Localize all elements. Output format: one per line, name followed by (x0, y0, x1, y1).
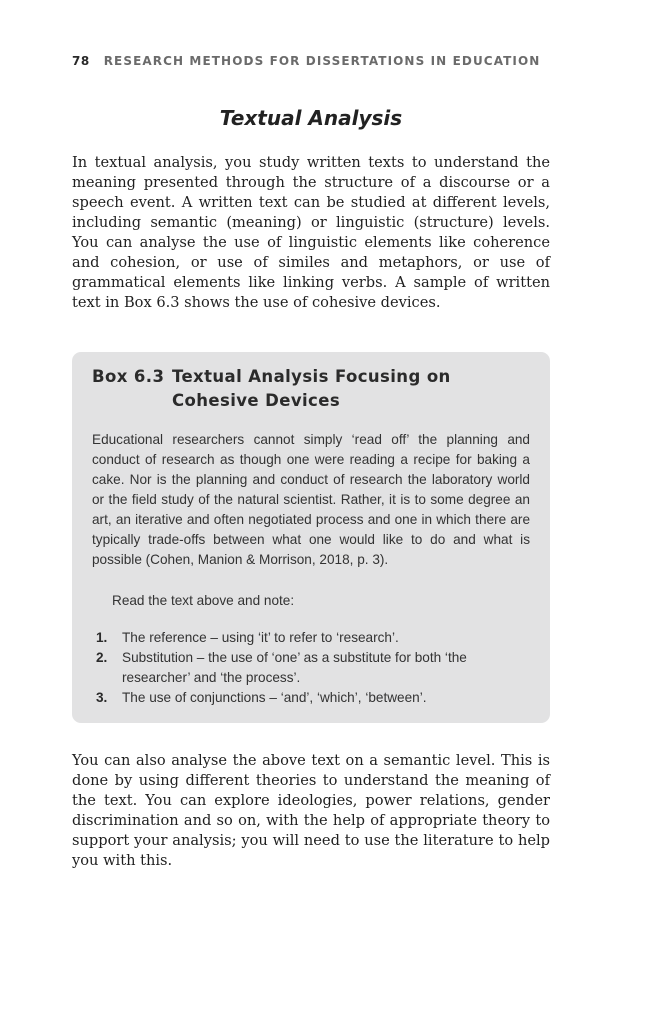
running-title: RESEARCH METHODS FOR DISSERTATIONS IN EDUCATION (103, 54, 541, 68)
section-title: Textual Analysis (219, 106, 403, 130)
box-quote: Educational researchers cannot simply ‘read off’ the planning and conduct of research as though one were reading a recipe for baking a cake. Nor is the planning and conduct of research the laboratory world or the field study of the natural scientist. Rather, it is to some degree an art, an iterative and often negotiated process and one in which there are typically trade-offs between what one would like to do and what is possible (Cohen, Manion & Morrison, 2018, p. 3). (92, 432, 530, 567)
box-6-3 (72, 352, 550, 723)
list-item (92, 648, 532, 688)
body-paragraph-semantic: You can also analyse the above text on a semantic level. This is done by using different theories to understand the meaning of the text. You can explore ideologies, power relations, gender discrimination and so on, with the help of appropriate theory to support your analysis; you will need to use the literature to help you with this. (72, 752, 550, 869)
list-item (92, 688, 532, 708)
list-item-text: The reference – using ‘it’ to refer to ‘research’. (122, 630, 399, 645)
page-number: 78 (72, 54, 90, 68)
box-numbered-list (92, 628, 532, 708)
list-item-text: Substitution – the use of ‘one’ as a substitute for both ‘the researcher’ and ‘the process’. (122, 650, 467, 685)
list-item-text: The use of conjunctions – ‘and’, ‘which’, ‘between’. (122, 690, 427, 705)
list-item (92, 628, 532, 648)
list-item-number: 3. (96, 690, 108, 705)
box-instruction: Read the text above and note: (112, 593, 295, 608)
list-item-number: 2. (96, 650, 108, 665)
box-heading (92, 365, 462, 413)
running-header (72, 54, 540, 68)
box-title: Textual Analysis Focusing on Cohesive Devices (172, 367, 451, 410)
body-paragraph-intro: In textual analysis, you study written texts to understand the meaning presented through the structure of a discourse or a speech event. A written text can be studied at different levels, including semantic (meaning) or linguistic (structure) levels. You can analyse the use of linguistic elements like coherence and cohesion, or use of similes and metaphors, or use of grammatical elements like linking verbs. A sample of written text in Box 6.3 shows the use of cohesive devices. (72, 154, 550, 311)
list-item-number: 1. (96, 630, 108, 645)
box-label: Box 6.3 (92, 367, 165, 386)
